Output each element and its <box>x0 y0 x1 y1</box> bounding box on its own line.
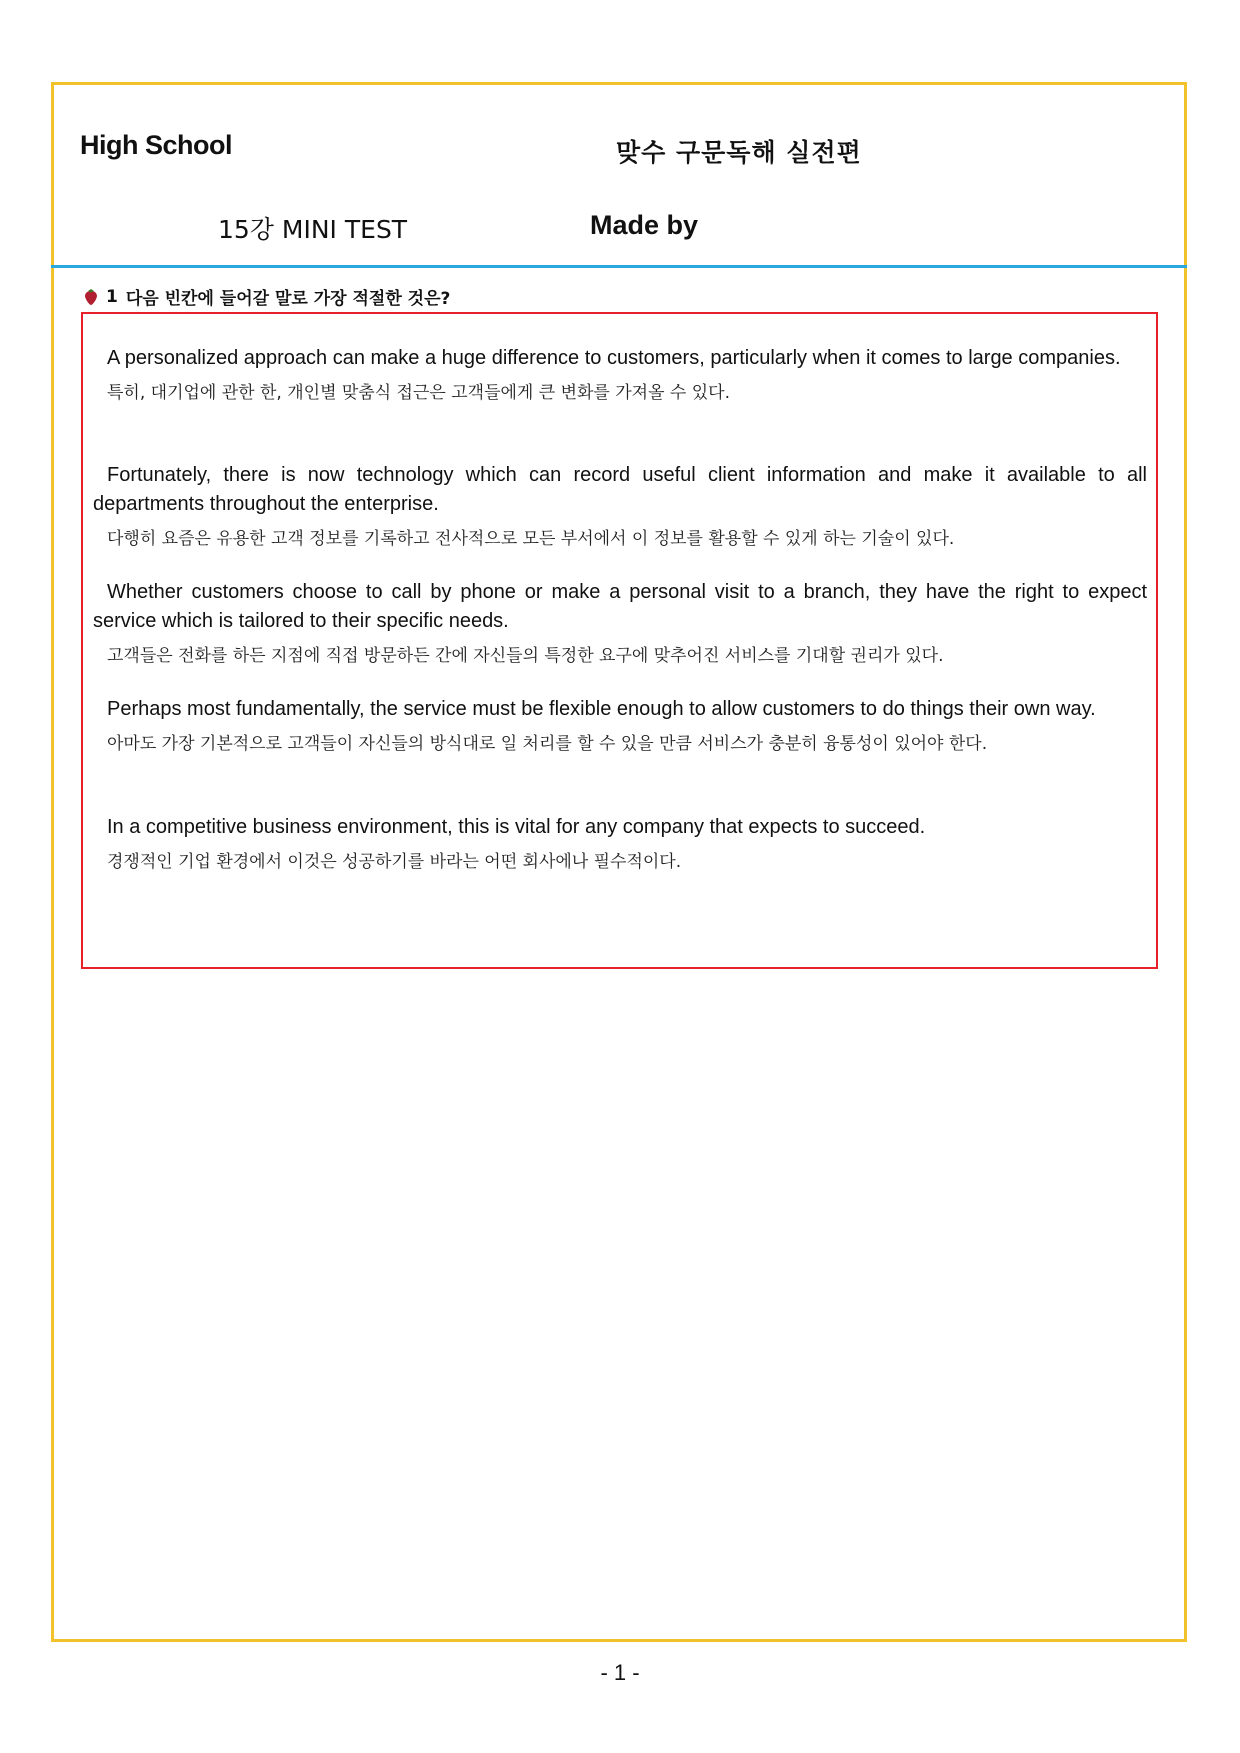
sentence-block <box>93 344 1147 405</box>
question-line <box>84 284 450 309</box>
english-sentence: Perhaps most fundamentally, the service must be flexible enough to allow customers to do things their own way. <box>107 698 1096 720</box>
korean-translation: 다행히 요즘은 유용한 고객 정보를 기록하고 전사적으로 모든 부서에서 이 정보를 활용할 수 있게 하는 기술이 있다. <box>107 529 955 549</box>
header-divider <box>51 265 1187 268</box>
sentence-block <box>93 695 1147 756</box>
korean-translation: 아마도 가장 기본적으로 고객들이 자신들의 방식대로 일 처리를 할 수 있을 만큼 서비스가 충분히 융통성이 있어야 한다. <box>107 734 988 754</box>
question-prompt: 다음 빈칸에 들어갈 말로 가장 적절한 것은? <box>125 289 451 309</box>
korean-translation: 고객들은 전화를 하든 지점에 직접 방문하든 간에 자신들의 특정한 요구에 맞추어진 서비스를 기대할 권리가 있다. <box>107 646 944 666</box>
page-number: - 1 - <box>600 1660 640 1685</box>
passage-box <box>81 312 1158 969</box>
question-number: 1 <box>106 286 118 307</box>
school-level: High School <box>80 130 232 160</box>
made-by-label: Made by <box>590 210 699 240</box>
sentence-block <box>93 578 1147 668</box>
sentence-block <box>93 813 1147 874</box>
english-sentence: A personalized approach can make a huge difference to customers, particularly when it comes to large companies. <box>107 347 1121 369</box>
english-sentence: Fortunately, there is now technology which can record useful client information and make it available to all departments throughout the enterprise. <box>93 464 1147 515</box>
strawberry-bullet-icon <box>84 288 98 305</box>
sentence-block <box>93 461 1147 551</box>
series-title: 맞수 구문독해 실전편 <box>616 138 862 167</box>
english-sentence: Whether customers choose to call by phone or make a personal visit to a branch, they have the right to expect service which is tailored to their specific needs. <box>93 581 1147 632</box>
korean-translation: 경쟁적인 기업 환경에서 이것은 성공하기를 바라는 어떤 회사에나 필수적이다. <box>107 852 682 872</box>
korean-translation: 특히, 대기업에 관한 한, 개인별 맞춤식 접근은 고객들에게 큰 변화를 가져올 수 있다. <box>107 383 730 403</box>
english-sentence: In a competitive business environment, this is vital for any company that expects to succeed. <box>107 816 926 838</box>
lesson-title: 15강 MINI TEST <box>218 215 408 244</box>
